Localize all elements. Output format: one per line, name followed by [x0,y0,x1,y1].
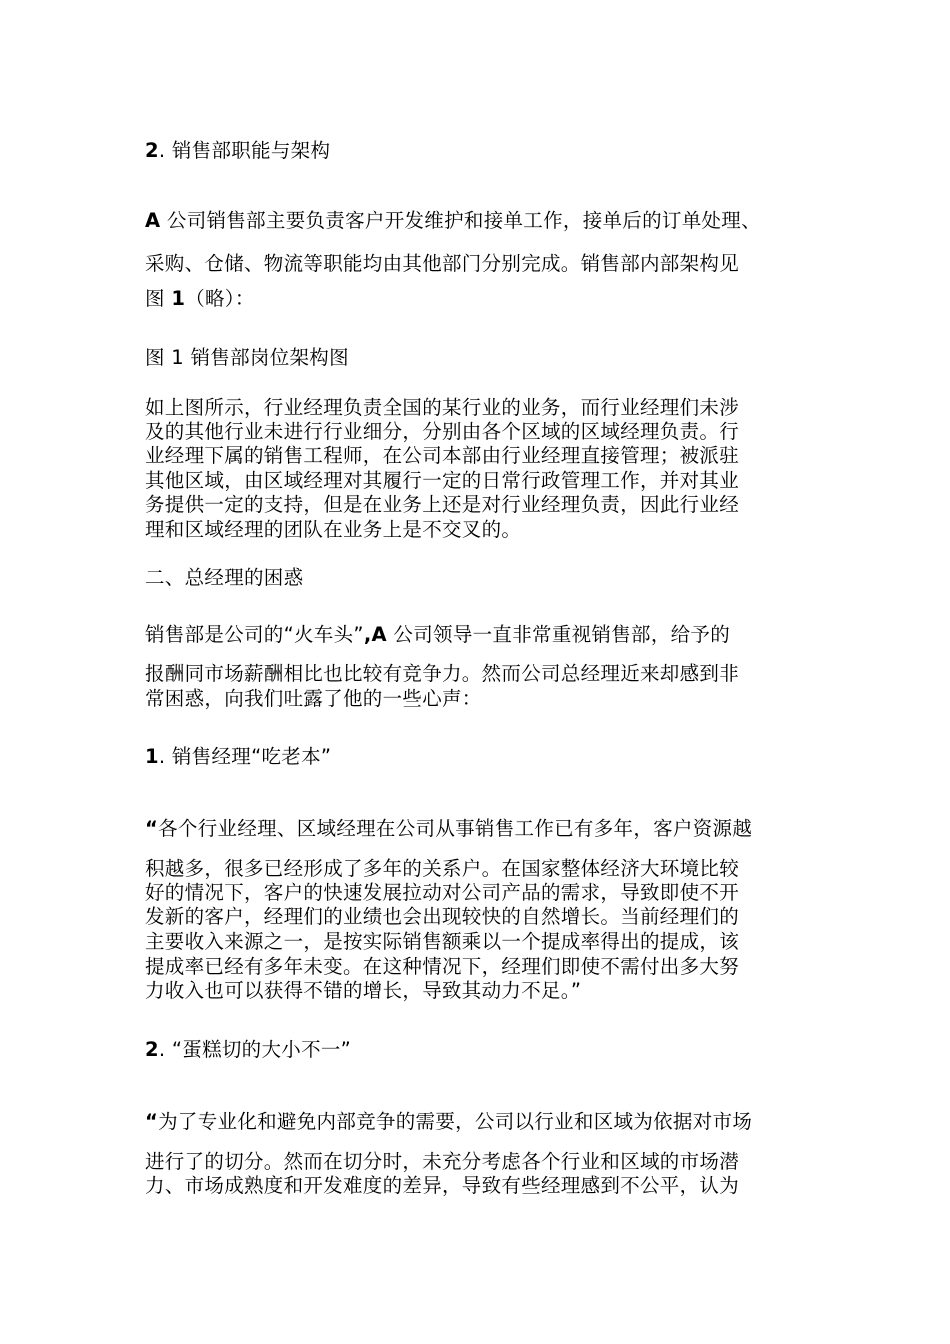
section-title: 二、总经理的困惑 [145,566,304,589]
paragraph-line: 发新的客户，经理们的业绩也会出现较快的自然增长。当前经理们的 [145,905,740,928]
paragraph-line: 业经理下属的销售工程师，在公司本部由行业经理直接管理；被派驻 [145,444,740,467]
heading-sales-dept-functions: 2. 销售部职能与架构 [145,139,331,162]
paragraph-line: 图 1（略）： [145,287,255,310]
paragraph-line: 如上图所示，行业经理负责全国的某行业的业务，而行业经理们未涉 [145,396,740,419]
heading-cake-cut-unevenly: 2. “蛋糕切的大小不一” [145,1038,352,1061]
paragraph-line: 其他区域，由区域经理对其履行一定的日常行政管理工作，并对其业 [145,469,740,492]
paragraph-line: 理和区域经理的团队在业务上是不交叉的。 [145,518,522,541]
paragraph-line: 及的其他行业未进行行业细分，分别由各个区域的区域经理负责。行 [145,420,740,443]
paragraph-line: 好的情况下，客户的快速发展拉动对公司产品的需求，导致即使不开 [145,881,740,904]
figure-caption: 图 1 销售部岗位架构图 [145,346,349,369]
paragraph-line: 报酬同市场薪酬相比也比较有竞争力。然而公司总经理近来却感到非 [145,662,740,685]
paragraph-line: 务提供一定的支持，但是在业务上还是对行业经理负责，因此行业经 [145,493,740,516]
paragraph-line: A 公司销售部主要负责客户开发维护和接单工作，接单后的订单处理、 [145,209,761,232]
paragraph-line: 力收入也可以获得不错的增长，导致其动力不足。” [145,979,582,1002]
paragraph-line: 提成率已经有多年未变。在这种情况下，经理们即使不需付出多大努 [145,955,740,978]
paragraph-line: “为了专业化和避免内部竞争的需要，公司以行业和区域为依据对市场 [145,1110,753,1133]
paragraph-line: 力、市场成熟度和开发难度的差异，导致有些经理感到不公平，认为 [145,1174,740,1197]
paragraph-line: “各个行业经理、区域经理在公司从事销售工作已有多年，客户资源越 [145,817,753,840]
paragraph-line: 进行了的切分。然而在切分时，未充分考虑各个行业和区域的市场潜 [145,1150,740,1173]
paragraph-line: 主要收入来源之一，是按实际销售额乘以一个提成率得出的提成，该 [145,930,740,953]
heading-eating-old-capital: 1. 销售经理“吃老本” [145,745,332,768]
paragraph-line: 积越多，很多已经形成了多年的关系户。在国家整体经济大环境比较 [145,857,740,880]
paragraph-line: 常困惑，向我们吐露了他的一些心声： [145,687,482,710]
paragraph-line: 采购、仓储、物流等职能均由其他部门分别完成。销售部内部架构见 [145,252,740,275]
paragraph-line: 销售部是公司的“火车头”,A 公司领导一直非常重视销售部，给予的 [145,623,731,646]
